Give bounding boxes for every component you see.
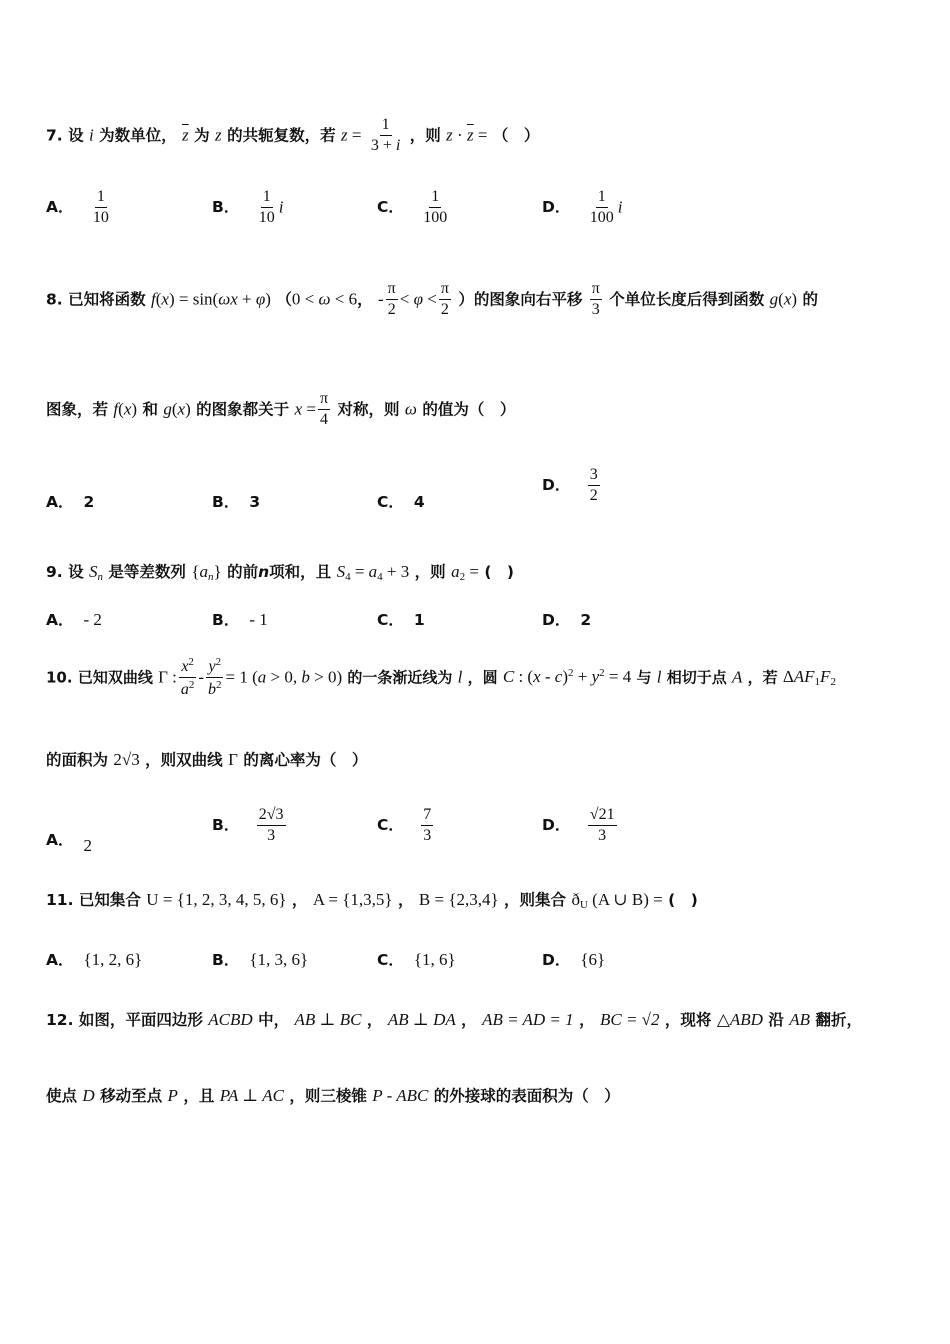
q11-stem: 11. 已知集合 U = {1, 2, 3, 4, 5, 6} ， A = {1,3,5} ， B = {2,3,4} ，则集合 $ð_U$ (A ∪ B) = ( ): [46, 890, 698, 911]
q9-option-a: A． - 2: [46, 610, 102, 629]
q8-number: 8.: [46, 290, 63, 309]
q11-number: 11.: [46, 891, 74, 909]
q9-option-d: D． 2: [542, 611, 592, 629]
q7-option-b: B． $\frac{1}{10}$ i: [212, 188, 284, 227]
q12-stem-line1: 12. 如图，平面四边形 ACBD 中， AB ⊥ BC ， AB ⊥ DA ， AB = AD = 1 ， BC = √2 ，现将 △ABD 沿 AB 翻折，: [46, 1010, 862, 1029]
q7-option-a: A． $\frac{1}{10}$: [46, 188, 109, 227]
q8-option-d: D． $\frac{3}{2}$: [542, 466, 598, 505]
q11-option-d: D． {6}: [542, 950, 606, 969]
q10-number: 10.: [46, 668, 73, 687]
q7-option-c: C． $\frac{1}{100}$: [377, 188, 448, 227]
q10-stem-line1: 10. 已知双曲线 Γ : $\frac{x^2}{a^2}$ - $\frac{y^2}{b^2}$ = 1 (a > 0, b > 0) 的一条渐近线为 l ，圆 C : $(x - c)^2 + y^2 = 4$ 与 l 相切于点 A ，若 $\Delta AF_1F_2$: [46, 656, 836, 699]
q9-number: 9.: [46, 563, 63, 581]
q11-option-b: B． {1, 3, 6}: [212, 950, 309, 969]
q12-stem-line2: 使点 D 移动至点 P ，且 PA ⊥ AC ，则三棱锥 P - ABC 的外接球的表面积为（ ）: [46, 1086, 620, 1105]
q8-stem-line1: 8. 已知将函数 f(x) = sin(ωx + φ) （0 < ω < 6， - $\frac{\pi}{2}$ < φ < $\frac{\pi}{2}$ ）的图象向右平移 $\frac{\pi}{3}$ 个单位长度后得到函数 g(x) 的: [46, 280, 818, 319]
q10-option-b: B． $\frac{2√3}{3}$: [212, 806, 284, 845]
q7-stem: 7. 设 i 为数单位， $\overline{z}$ 为 z 的共轭复数，若 z = $\frac{1}{3 + i}$ ，则 $z \cdot \overline{z}$ = （ ）: [46, 116, 540, 155]
q7-option-d: D． $\frac{1}{100}$ i: [542, 188, 623, 227]
q9-stem: 9. 设 $S_n$ 是等差数列 $\{a_n\}$ 的前n项和，且 $S_4 = a_4 + 3$ ，则 $a_2$ = ( ): [46, 562, 515, 583]
q11-option-a: A． {1, 2, 6}: [46, 950, 143, 969]
q8-option-c: C． 4: [377, 493, 425, 511]
q10-stem-line2: 的面积为 2√3 ，则双曲线 Γ 的离心率为（ ）: [46, 750, 368, 769]
q11-option-c: C． {1, 6}: [377, 950, 456, 969]
q8-option-b: B． 3: [212, 493, 261, 511]
q8-stem-line2: 图象，若 f(x) 和 g(x) 的图象都关于 x = $\frac{\pi}{4}$ 对称，则 ω 的值为（ ）: [46, 390, 516, 429]
q7-number: 7.: [46, 126, 63, 145]
q9-option-c: C． 1: [377, 611, 425, 629]
q9-option-b: B． - 1: [212, 610, 268, 629]
q12-number: 12.: [46, 1011, 74, 1029]
q10-option-a: A． 2: [46, 831, 92, 855]
q10-option-c: C． $\frac{7}{3}$: [377, 806, 432, 845]
q8-option-a: A． 2: [46, 493, 95, 511]
q10-option-d: D． $\frac{√21}{3}$: [542, 806, 615, 845]
